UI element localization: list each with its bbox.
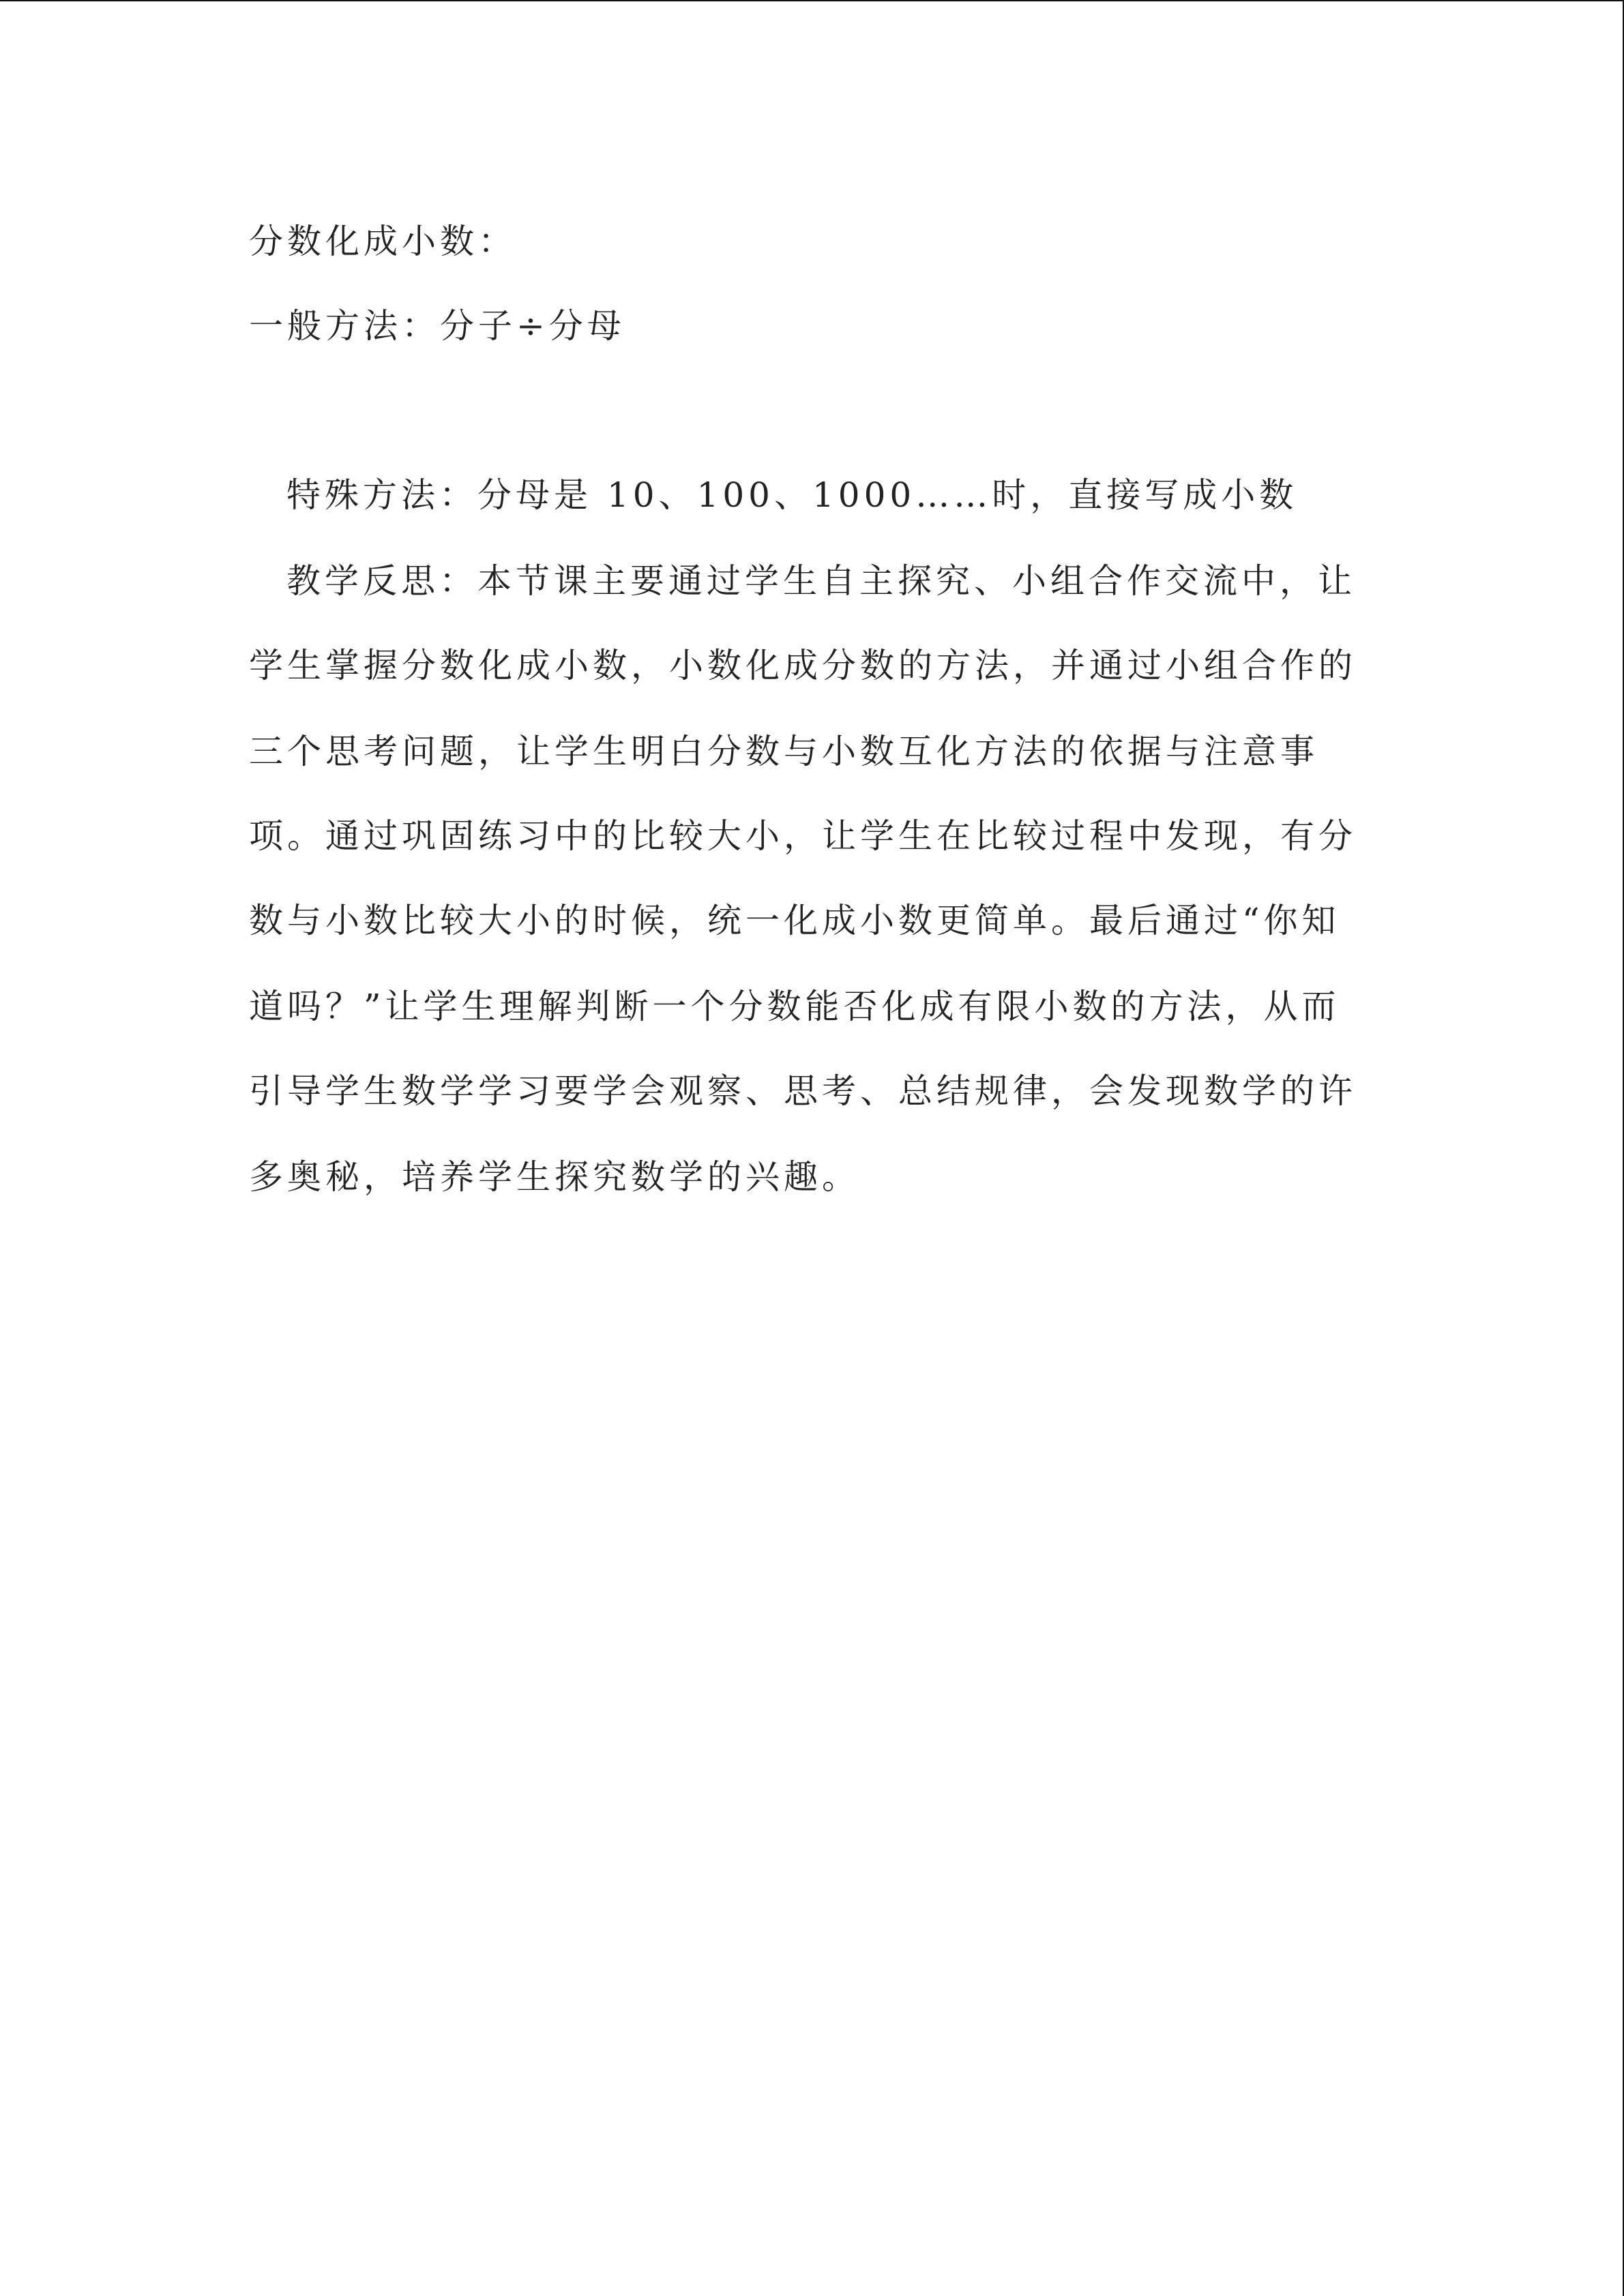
reflection-line: 教学反思：本节课主要通过学生自主探究、小组合作交流中，让	[286, 561, 1356, 601]
reflection-line: 三个思考问题，让学生明白分数与小数互化方法的依据与注意事	[249, 732, 1318, 771]
section-heading: 分数化成小数：	[249, 222, 516, 261]
reflection-line: 项。通过巩固练习中的比较大小，让学生在比较过程中发现，有分	[249, 816, 1357, 856]
special-method-line: 特殊方法：分母是 10、100、1000……时，直接写成小数	[286, 475, 1298, 515]
reflection-line: 多奥秘，培养学生探究数学的兴趣。	[249, 1157, 860, 1197]
reflection-line: 学生掌握分数化成小数，小数化成分数的方法，并通过小组合作的	[249, 646, 1357, 685]
reflection-line: 数与小数比较大小的时候，统一化成小数更简单。最后通过“你知	[249, 901, 1340, 940]
reflection-line: 道吗？”让学生理解判断一个分数能否化成有限小数的方法，从而	[249, 987, 1340, 1026]
reflection-line: 引导学生数学学习要学会观察、思考、总结规律，会发现数学的许	[249, 1071, 1357, 1111]
general-method-line: 一般方法：分子÷分母	[249, 306, 625, 346]
